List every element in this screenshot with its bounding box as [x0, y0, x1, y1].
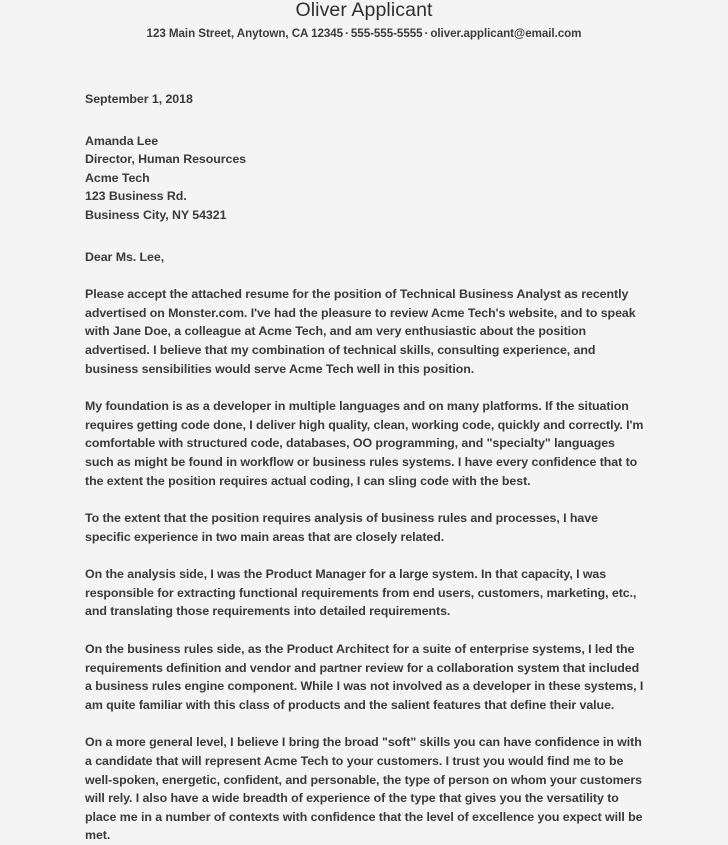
- body-paragraph: My foundation is as a developer in multiple languages and on many platforms. If the situation requires getting code done, I deliver high quality, clean, working code, quickly and correctly. I'm comfortable with structured code, databases, OO programming, and "specialty" languages such as might be found in workflow or business rules systems. I have every confidence that to the extent the position requires actual coding, I can sling code with the best.: [85, 399, 644, 488]
- contact-email: oliver.applicant@email.com: [430, 27, 582, 40]
- contact-separator-2: ·: [424, 27, 429, 40]
- recipient-address-block: [85, 109, 645, 225]
- applicant-name: Oliver Applicant: [295, 0, 433, 21]
- body-paragraph: On a more general level, I believe I bring the broad "soft" skills you can have confidence in with a candidate that will represent Acme Tech to your customers. I trust you would find me to be well-spoken, energetic, confident, and personable, the type of person on whom your customers will rely. I also have a wide breadth of experience of the type that gives you the versatility to place me in a number of contexts with confidence that the level of excellence you expect will be met.: [85, 735, 643, 843]
- letter-date: September 1, 2018: [85, 92, 193, 106]
- contact-line: [0, 20, 728, 41]
- body-paragraph: On the analysis side, I was the Product Manager for a large system. In that capacity, I was responsible for extracting functional requirements from end users, customers, marketing, etc., and translating those requirements into detailed requirements.: [85, 567, 637, 619]
- salutation: Dear Ms. Lee,: [85, 249, 165, 264]
- contact-address: 123 Main Street, Anytown, CA 12345: [146, 27, 344, 40]
- recipient-street: 123 Business Rd.: [85, 189, 187, 204]
- contact-separator-1: ·: [345, 27, 349, 40]
- recipient-title: Director, Human Resources: [85, 152, 247, 167]
- body-paragraph: On the business rules side, as the Product Architect for a suite of enterprise systems, I led the requirements definition and vendor and partner review for a collaboration system that included a business rules engine component. While I was not involved as a developer in these systems, I am quite familiar with this class of products and the salient features that define their value.: [85, 642, 644, 712]
- body-paragraph: Please accept the attached resume for the position of Technical Business Analyst as recently advertised on Monster.com. I've had the pleasure to review Acme Tech's website, and to speak with Jane Doe, a colleague at Acme Tech, and am very enthusiastic about the position advertised. I believe that my combination of technical skills, consulting experience, and business sensibilities would serve Acme Tech well in this position.: [85, 287, 636, 376]
- contact-phone: 555-555-5555: [350, 27, 423, 40]
- recipient-company: Acme Tech: [85, 170, 150, 185]
- recipient-name: Amanda Lee: [85, 133, 159, 148]
- letter-body: [85, 90, 645, 845]
- body-paragraph: To the extent that the position requires analysis of business rules and processes, I have specific experience in two main areas that are closely related.: [85, 511, 598, 544]
- letterhead: [0, 0, 728, 41]
- recipient-city-state-zip: Business City, NY 54321: [85, 207, 227, 222]
